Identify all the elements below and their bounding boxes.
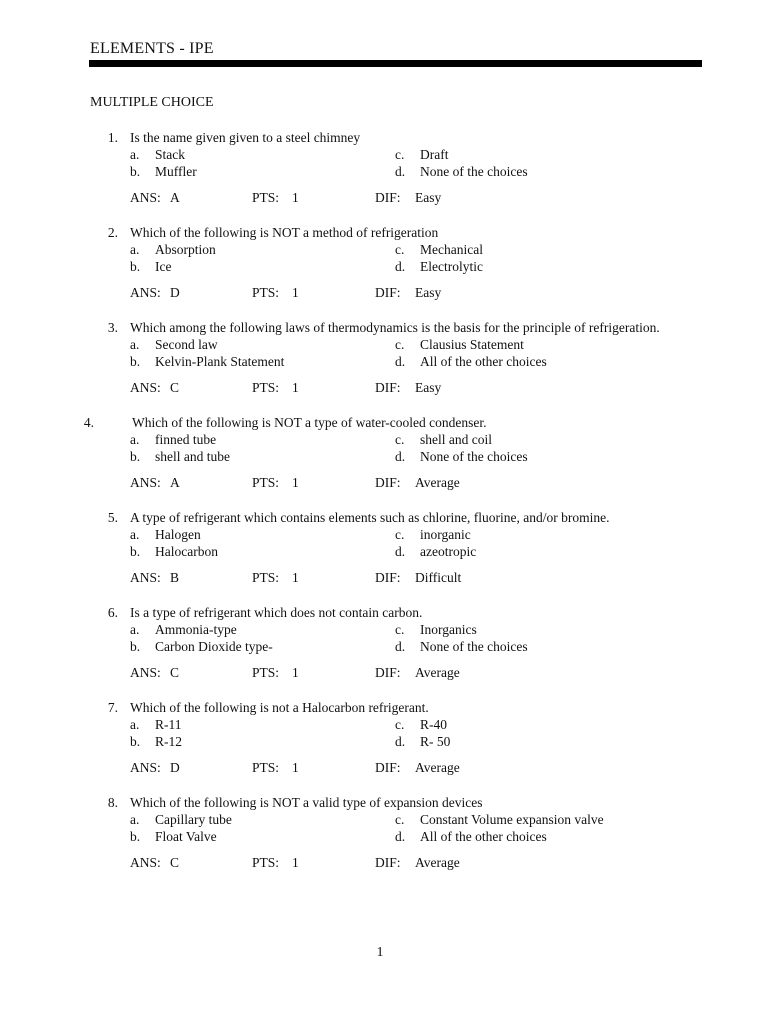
option-letter: b. — [130, 354, 141, 369]
option-text: Second law — [155, 337, 218, 352]
ans-label: ANS: — [130, 475, 161, 490]
question-text: Which among the following laws of thermodynamics is the basis for the principle of refrigeration. — [130, 320, 660, 335]
question-item — [0, 320, 768, 405]
question-number: 6. — [107, 605, 118, 620]
option-letter: b. — [130, 449, 141, 464]
option-letter: c. — [395, 812, 405, 827]
question-number: 3. — [107, 320, 118, 335]
question-number: 8. — [107, 795, 118, 810]
dif-label: DIF: — [375, 760, 401, 775]
dif-value: Average — [415, 760, 460, 775]
option-text: R-12 — [155, 734, 182, 749]
option-letter: d. — [395, 734, 406, 749]
dif-label: DIF: — [375, 190, 401, 205]
dif-value: Easy — [415, 190, 442, 205]
dif-value: Average — [415, 665, 460, 680]
pts-value: 1 — [292, 380, 299, 395]
question-item — [0, 795, 768, 880]
option-text: Kelvin-Plank Statement — [155, 354, 285, 369]
option-text: None of the choices — [420, 164, 528, 179]
option-letter: b. — [130, 734, 141, 749]
option-letter: b. — [130, 259, 141, 274]
dif-label: DIF: — [375, 570, 401, 585]
question-item — [0, 130, 768, 215]
ans-label: ANS: — [130, 760, 161, 775]
ans-value: D — [170, 285, 180, 300]
question-number: 4. — [83, 415, 94, 430]
header-rule — [89, 60, 702, 67]
dif-value: Easy — [415, 380, 442, 395]
page-number: 1 — [376, 945, 384, 960]
option-letter: a. — [130, 717, 140, 732]
option-text: R-40 — [420, 717, 447, 732]
option-letter: d. — [395, 544, 406, 559]
dif-value: Easy — [415, 285, 442, 300]
pts-value: 1 — [292, 190, 299, 205]
pts-value: 1 — [292, 570, 299, 585]
option-text: None of the choices — [420, 639, 528, 654]
option-text: R-11 — [155, 717, 182, 732]
question-number: 2. — [107, 225, 118, 240]
question-text: Is the name given given to a steel chimney — [130, 130, 361, 145]
question-number: 5. — [107, 510, 118, 525]
question-number: 7. — [107, 700, 118, 715]
pts-value: 1 — [292, 285, 299, 300]
question-number: 1. — [107, 130, 118, 145]
question-item — [0, 510, 768, 595]
question-item — [0, 415, 768, 500]
option-letter: a. — [130, 147, 140, 162]
ans-label: ANS: — [130, 570, 161, 585]
option-letter: c. — [395, 147, 405, 162]
option-letter: c. — [395, 242, 405, 257]
option-text: Carbon Dioxide type- — [155, 639, 273, 654]
dif-value: Difficult — [415, 570, 462, 585]
option-letter: c. — [395, 337, 405, 352]
option-letter: b. — [130, 164, 141, 179]
option-letter: a. — [130, 527, 140, 542]
pts-label: PTS: — [252, 570, 280, 585]
pts-label: PTS: — [252, 380, 280, 395]
option-letter: c. — [395, 622, 405, 637]
option-text: Absorption — [155, 242, 216, 257]
pts-label: PTS: — [252, 285, 280, 300]
option-text: inorganic — [420, 527, 471, 542]
ans-value: D — [170, 760, 180, 775]
question-item — [0, 225, 768, 310]
question-text: Which of the following is NOT a type of water-cooled condenser. — [132, 415, 487, 430]
option-text: shell and tube — [155, 449, 230, 464]
ans-value: B — [170, 570, 180, 585]
dif-label: DIF: — [375, 855, 401, 870]
option-text: None of the choices — [420, 449, 528, 464]
option-text: All of the other choices — [420, 354, 547, 369]
option-letter: a. — [130, 812, 140, 827]
option-text: Mechanical — [420, 242, 483, 257]
option-text: Constant Volume expansion valve — [420, 812, 604, 827]
ans-label: ANS: — [130, 855, 161, 870]
pts-label: PTS: — [252, 855, 280, 870]
option-text: shell and coil — [420, 432, 492, 447]
option-text: azeotropic — [420, 544, 477, 559]
option-text: Ice — [155, 259, 172, 274]
option-text: Clausius Statement — [420, 337, 524, 352]
question-text: Which of the following is not a Halocarbon refrigerant. — [130, 700, 429, 715]
option-letter: d. — [395, 829, 406, 844]
dif-label: DIF: — [375, 475, 401, 490]
option-letter: b. — [130, 829, 141, 844]
option-text: Capillary tube — [155, 812, 232, 827]
question-item — [0, 605, 768, 690]
question-text: Which of the following is NOT a method of refrigeration — [130, 225, 439, 240]
ans-label: ANS: — [130, 190, 161, 205]
option-letter: d. — [395, 164, 406, 179]
option-letter: a. — [130, 337, 140, 352]
dif-value: Average — [415, 475, 460, 490]
pts-label: PTS: — [252, 475, 280, 490]
page-header-title: ELEMENTS - IPE — [90, 40, 214, 57]
pts-value: 1 — [292, 760, 299, 775]
dif-label: DIF: — [375, 380, 401, 395]
ans-label: ANS: — [130, 665, 161, 680]
option-letter: d. — [395, 639, 406, 654]
ans-value: A — [170, 190, 180, 205]
option-text: Electrolytic — [420, 259, 483, 274]
option-text: Halogen — [155, 527, 201, 542]
option-letter: c. — [395, 432, 405, 447]
ans-value: C — [170, 855, 180, 870]
dif-label: DIF: — [375, 665, 401, 680]
ans-label: ANS: — [130, 285, 161, 300]
option-letter: a. — [130, 622, 140, 637]
pts-value: 1 — [292, 665, 299, 680]
option-text: Muffler — [155, 164, 197, 179]
option-letter: b. — [130, 639, 141, 654]
ans-label: ANS: — [130, 380, 161, 395]
ans-value: C — [170, 665, 180, 680]
option-letter: a. — [130, 242, 140, 257]
option-text: All of the other choices — [420, 829, 547, 844]
option-letter: c. — [395, 527, 405, 542]
dif-value: Average — [415, 855, 460, 870]
option-text: Ammonia-type — [155, 622, 237, 637]
option-letter: a. — [130, 432, 140, 447]
question-item — [0, 700, 768, 785]
pts-value: 1 — [292, 855, 299, 870]
question-text: A type of refrigerant which contains elements such as chlorine, fluorine, and/or bromine. — [130, 510, 610, 525]
pts-label: PTS: — [252, 760, 280, 775]
option-text: R- 50 — [420, 734, 451, 749]
option-text: Draft — [420, 147, 449, 162]
question-text: Is a type of refrigerant which does not contain carbon. — [130, 605, 423, 620]
pts-value: 1 — [292, 475, 299, 490]
option-text: Halocarbon — [155, 544, 218, 559]
option-text: Stack — [155, 147, 185, 162]
pts-label: PTS: — [252, 665, 280, 680]
option-letter: d. — [395, 449, 406, 464]
option-letter: c. — [395, 717, 405, 732]
option-letter: b. — [130, 544, 141, 559]
pts-label: PTS: — [252, 190, 280, 205]
section-title: MULTIPLE CHOICE — [90, 95, 214, 110]
question-text: Which of the following is NOT a valid type of expansion devices — [130, 795, 483, 810]
option-letter: d. — [395, 354, 406, 369]
option-text: finned tube — [155, 432, 217, 447]
ans-value: C — [170, 380, 180, 395]
dif-label: DIF: — [375, 285, 401, 300]
option-letter: d. — [395, 259, 406, 274]
option-text: Float Valve — [155, 829, 217, 844]
option-text: Inorganics — [420, 622, 477, 637]
ans-value: A — [170, 475, 180, 490]
